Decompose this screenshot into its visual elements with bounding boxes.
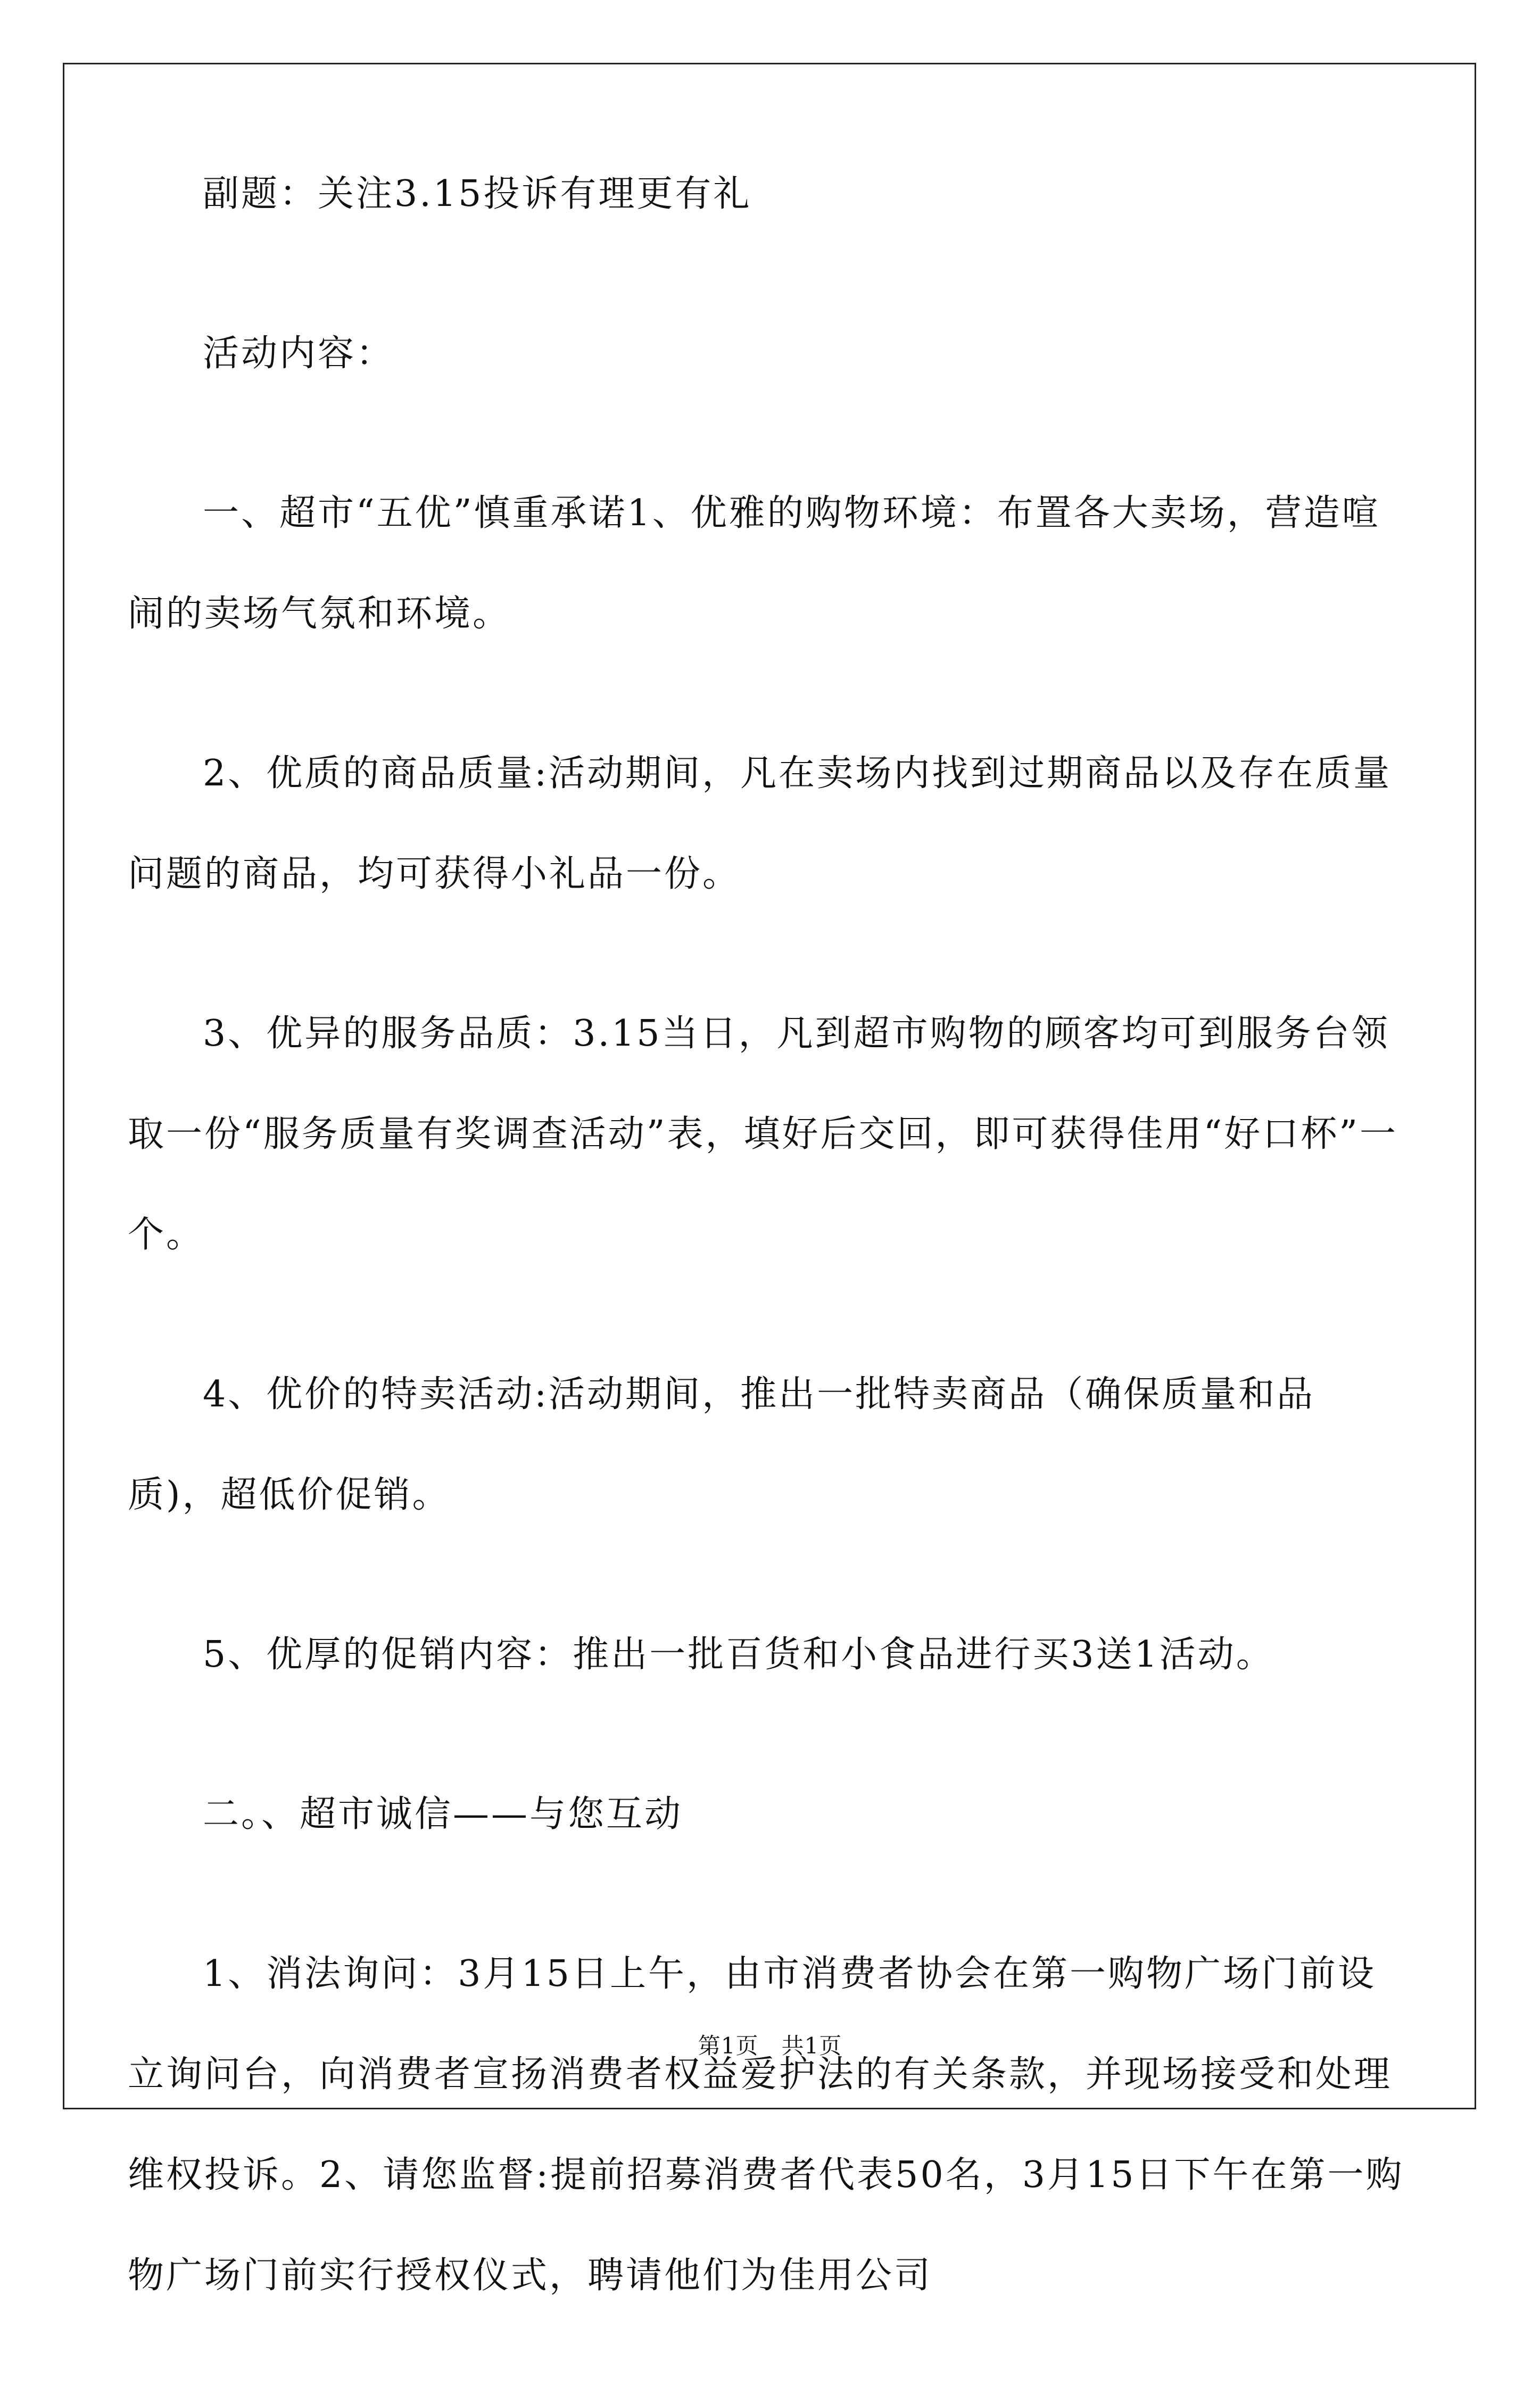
paragraph-item-5: 5、优厚的促销内容：推出一批百货和小食品进行买3送1活动。 — [203, 1634, 1274, 1676]
paragraph-item-4: 4、优价的特卖活动:活动期间，推出一批特卖商品（确保质量和品质)，超低价促销。 — [128, 1373, 1315, 1516]
paragraph-section-two: 二。、超市诚信——与您互动 — [203, 1793, 683, 1835]
paragraph-item-3: 3、优异的服务品质：3.15当日，凡到超市购物的顾客均可到服务台领取一份“服务质量有奖调查活动”表，填好后交回，即可获得佳用“好口杯”一个。 — [128, 1013, 1398, 1256]
paragraph-activity-heading: 活动内容： — [203, 333, 395, 375]
paragraph-section-two-items: 1、消法询问：3月15日上午，由市消费者协会在第一购物广场门前设立询问台，向消费者宣扬消费者权益爱护法的有关条款，并现场接受和处理维权投诉。2、请您监督:提前招募消费者代表50名，3月15日下午在第一购物广场门前实行授权仪式，聘请他们为佳用公司 — [128, 1953, 1404, 2297]
paragraph-item-2: 2、优质的商品质量:活动期间，凡在卖场内找到过期商品以及存在质量问题的商品，均可获得小礼品一份。 — [128, 752, 1392, 895]
paragraph-section-one: 一、超市“五优”慎重承诺1、优雅的购物环境：布置各大卖场，营造喧闹的卖场气氛和环境。 — [128, 492, 1380, 635]
paragraph-subtitle: 副题：关注3.15投诉有理更有礼 — [203, 173, 752, 215]
page-footer: 第1页 共1页 — [698, 2033, 842, 2059]
